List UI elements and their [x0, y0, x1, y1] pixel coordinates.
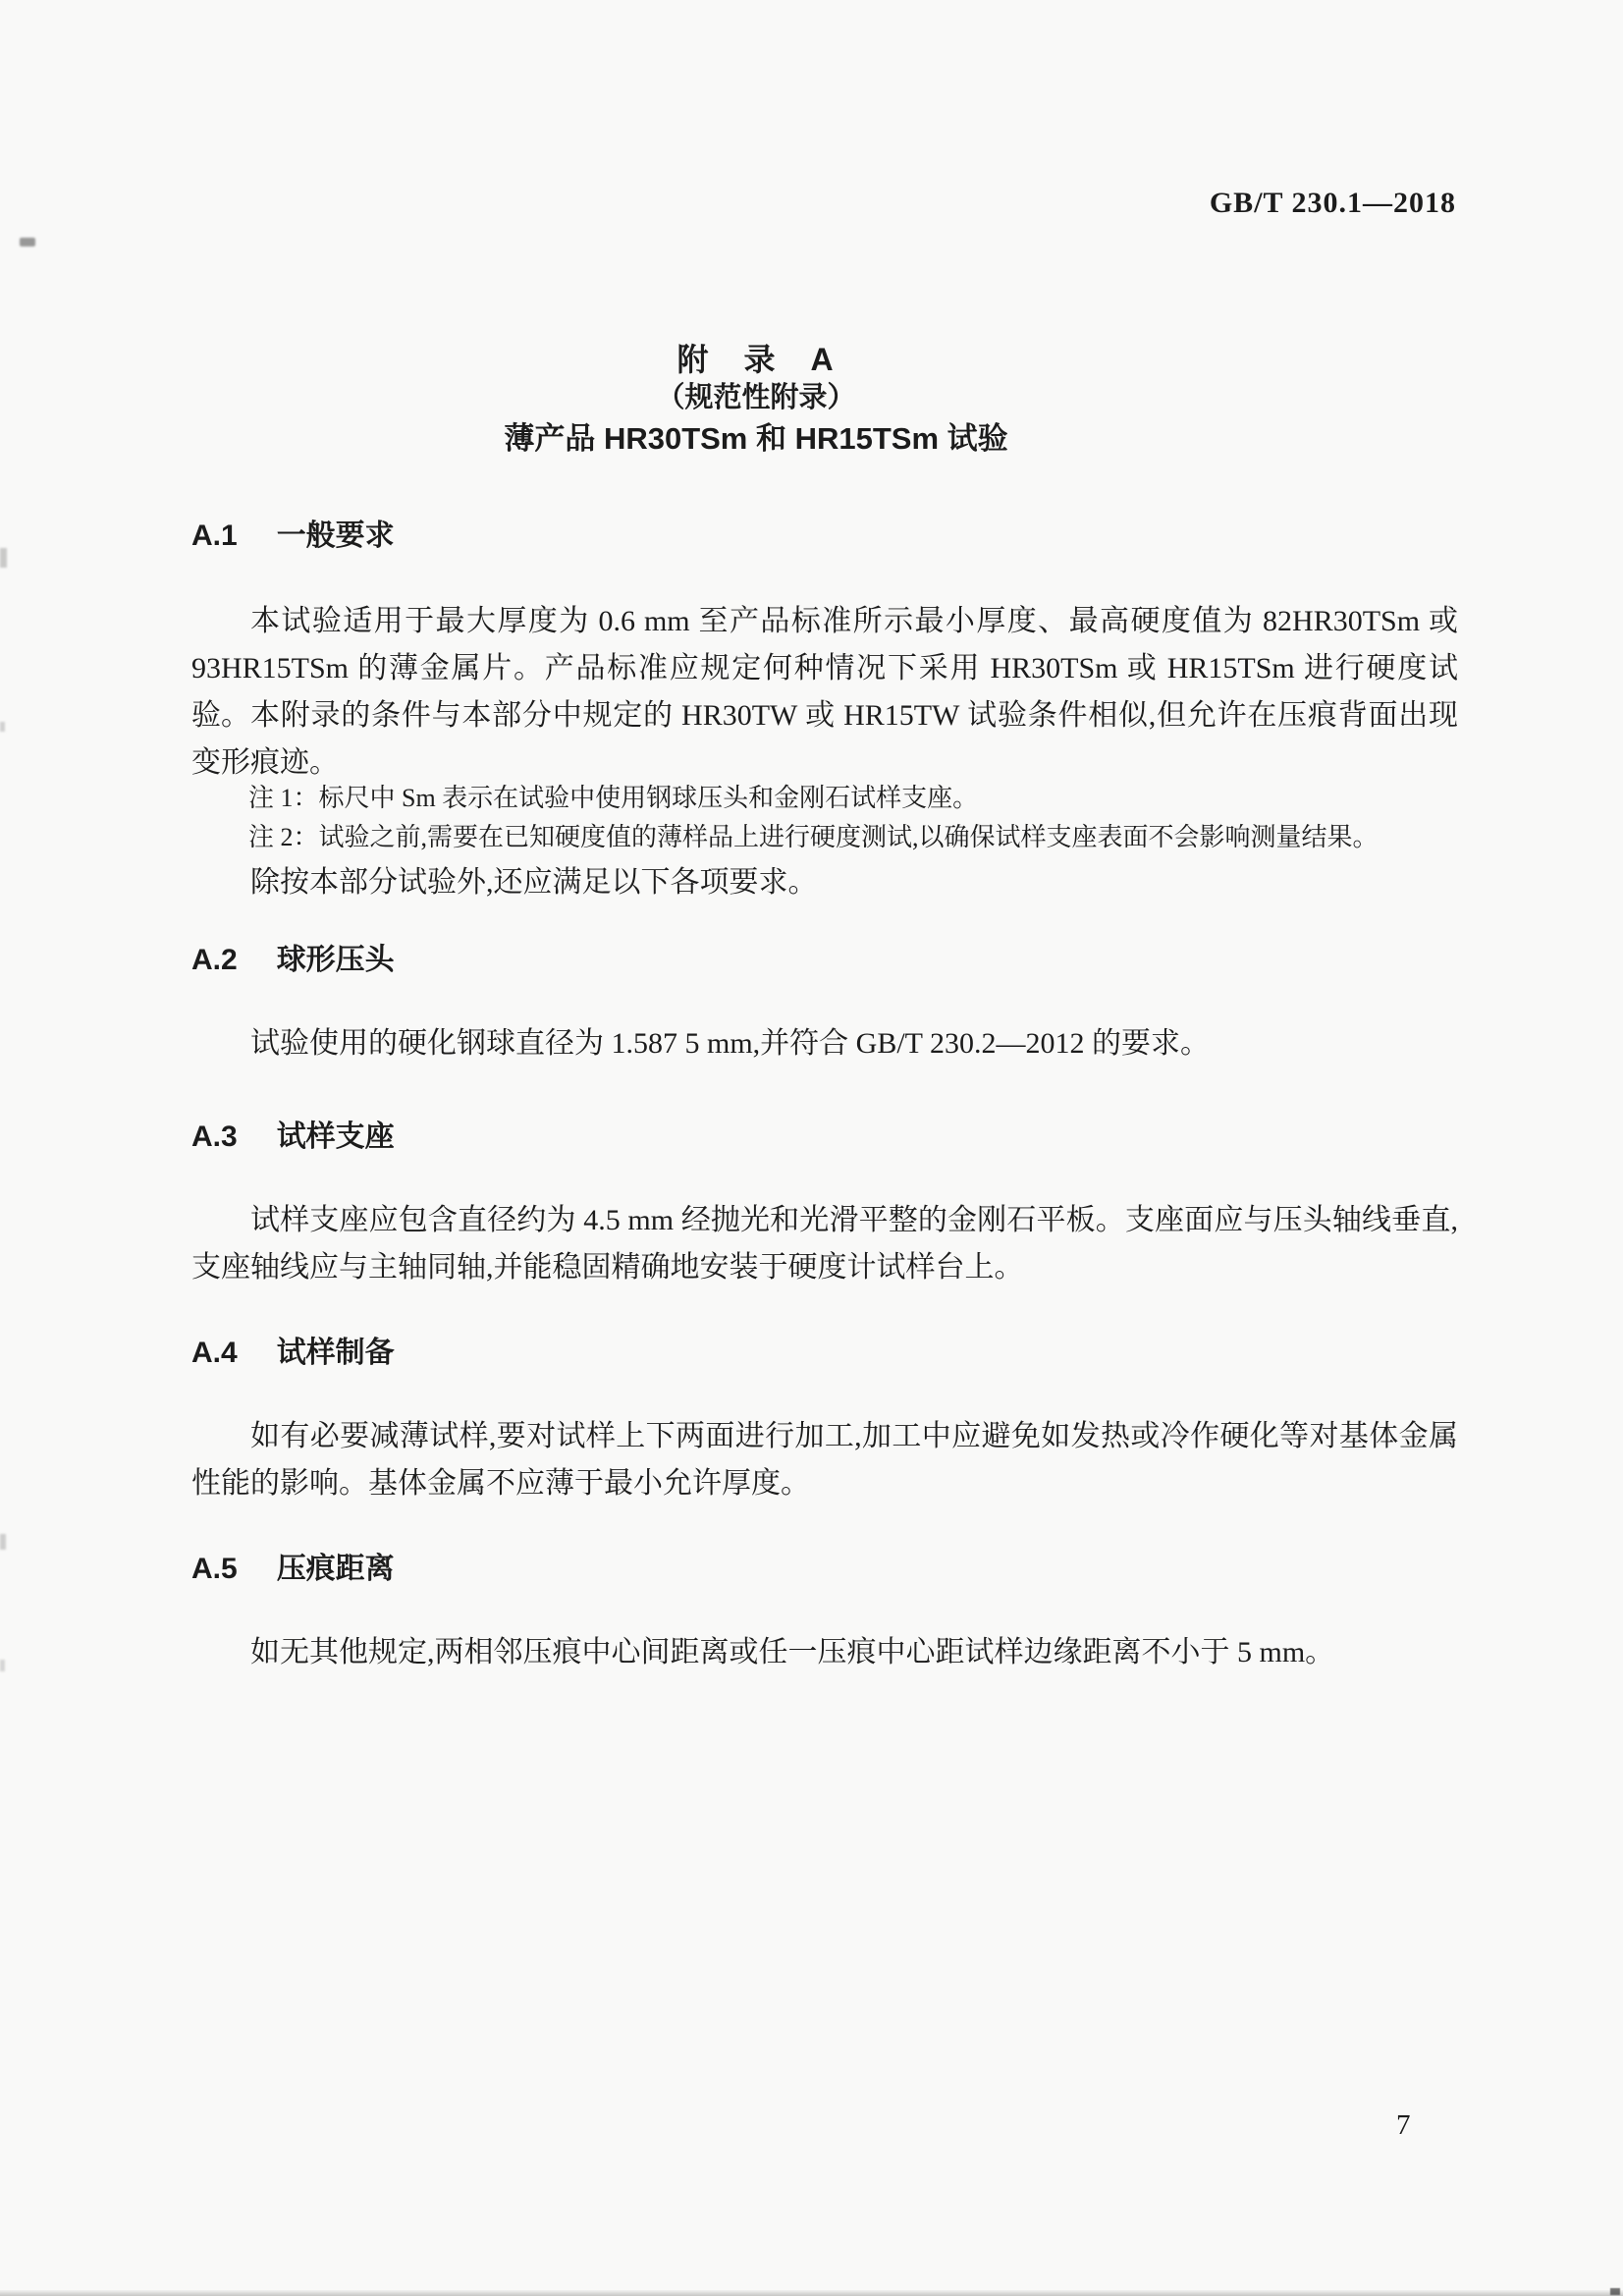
- standard-code-header: GB/T 230.1—2018: [1209, 187, 1456, 219]
- section-title: 试样制备: [276, 1337, 395, 1369]
- section-title: 一般要求: [276, 519, 395, 552]
- section-number: A.2: [191, 944, 238, 976]
- section-heading-a2: [191, 945, 1458, 976]
- appendix-subtitle: （规范性附录）: [656, 382, 856, 413]
- scan-edge-mark: [0, 1534, 6, 1550]
- scan-edge-mark: [0, 722, 5, 732]
- scan-smudge: [20, 238, 35, 246]
- page-number: 7: [1396, 2109, 1411, 2141]
- section-a2-paragraph: 试验使用的硬化钢球直径为 1.587 5 mm,并符合 GB/T 230.2—2012 的要求。: [250, 1027, 1210, 1060]
- scan-edge-mark: [0, 1660, 5, 1671]
- section-a3-paragraph: 试样支座应包含直径约为 4.5 mm 经抛光和光滑平整的金刚石平板。支座面应与压头轴线垂直,支座轴线应与主轴同轴,并能稳固精确地安装于硬度计试样台上。: [191, 1204, 1458, 1284]
- section-a1-paragraph-1: 本试验适用于最大厚度为 0.6 mm 至产品标准所示最小厚度、最高硬度值为 82HR30TSm 或 93HR15TSm 的薄金属片。产品标准应规定何种情况下采用 HR30TSm 或 HR15TSm 进行硬度试验。: [191, 605, 1458, 732]
- scan-edge-mark: [0, 548, 7, 568]
- section-a1-closing: 除按本部分试验外,还应满足以下各项要求。: [250, 866, 818, 899]
- appendix-subject: 薄产品 HR30TSm 和 HR15TSm 试验: [504, 421, 1008, 456]
- section-a1-paragraph-2: 本附录的条件与本部分中规定的 HR30TW 或 HR15TW 试验条件相似,但允许在压痕背面出现变形痕迹。: [191, 699, 1458, 779]
- scan-corner-mark: [1610, 2288, 1620, 2295]
- section-number: A.1: [191, 519, 238, 552]
- section-heading-a4: [191, 1338, 1458, 1369]
- section-heading-a5: [191, 1554, 1458, 1585]
- section-number: A.4: [191, 1337, 238, 1369]
- section-a4-paragraph: 如有必要减薄试样,要对试样上下两面进行加工,加工中应避免如发热或冷作硬化等对基体金属性能的影响。基体金属不应薄于最小允许厚度。: [191, 1420, 1458, 1500]
- section-heading-a1: [191, 520, 1458, 552]
- section-a5-paragraph: 如无其他规定,两相邻压痕中心间距离或任一压痕中心距试样边缘距离不小于 5 mm。: [250, 1636, 1335, 1668]
- scan-bottom-edge: [0, 2290, 1623, 2296]
- section-number: A.3: [191, 1121, 238, 1153]
- appendix-title: 附 录 A: [676, 342, 836, 377]
- section-title: 试样支座: [276, 1121, 395, 1153]
- section-a1-note-1: 注 1：标尺中 Sm 表示在试验中使用钢球压头和金刚石试样支座。: [248, 784, 979, 812]
- section-title: 球形压头: [276, 944, 395, 976]
- section-title: 压痕距离: [276, 1553, 395, 1585]
- section-a1-note-2: 注 2：试验之前,需要在已知硬度值的薄样品上进行硬度测试,以确保试样支座表面不会影响测量结果。: [248, 823, 1379, 851]
- section-heading-a3: [191, 1121, 1458, 1153]
- section-number: A.5: [191, 1553, 238, 1585]
